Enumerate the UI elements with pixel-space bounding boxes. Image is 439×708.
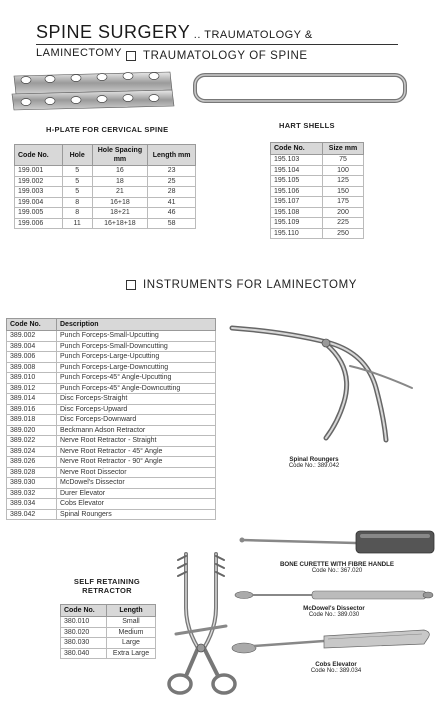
cell: 389.012 xyxy=(7,383,57,394)
column-header: Size mm xyxy=(323,143,364,155)
cell: 16 xyxy=(92,166,148,177)
checkbox-icon xyxy=(126,51,136,61)
cell: Cobs Elevator xyxy=(57,499,216,510)
cell: Extra Large xyxy=(107,648,156,659)
mcdowels-dissector-illustration xyxy=(232,586,434,604)
table-row xyxy=(7,457,216,468)
mcdowels-dissector-title: McDowel's Dissector xyxy=(303,605,365,612)
retractor-caption-line1: SELF RETAINING xyxy=(73,577,141,586)
bone-curette-caption xyxy=(270,561,404,574)
spinal-roungers-illustration xyxy=(226,318,426,448)
cell: 25 xyxy=(148,176,196,187)
cell: Small xyxy=(107,617,156,628)
cell: 389.002 xyxy=(7,331,57,342)
cell: 5 xyxy=(62,166,92,177)
cell: Disc Forceps-Downward xyxy=(57,415,216,426)
table-row xyxy=(61,627,156,638)
table-row xyxy=(7,404,216,415)
cell: 389.030 xyxy=(7,478,57,489)
table-row xyxy=(61,648,156,659)
cell: Punch Forceps-Small-Upcutting xyxy=(57,331,216,342)
table-row xyxy=(7,425,216,436)
spinal-roungers-code: Code No.: 389.042 xyxy=(288,463,340,469)
cell: 199.003 xyxy=(15,187,63,198)
table-row xyxy=(15,208,196,219)
table-row xyxy=(7,446,216,457)
cell: 380.030 xyxy=(61,638,107,649)
table-header-row xyxy=(271,143,364,155)
cell: 199.002 xyxy=(15,176,63,187)
cell: 195.104 xyxy=(271,165,323,176)
section-traumatology xyxy=(126,50,308,62)
cell: 199.006 xyxy=(15,218,63,229)
table-row xyxy=(271,197,364,208)
cobs-elevator-code: Code No.: 389.034 xyxy=(310,668,362,674)
cell: 5 xyxy=(62,187,92,198)
cell: Nerve Root Dissector xyxy=(57,467,216,478)
cell: Punch Forceps-Large-Downcutting xyxy=(57,362,216,373)
table-row xyxy=(271,176,364,187)
table-row xyxy=(15,176,196,187)
table-header-row xyxy=(7,319,216,331)
column-header: Code No. xyxy=(15,145,63,166)
cell: 23 xyxy=(148,166,196,177)
cell: 195.107 xyxy=(271,197,323,208)
hart-shell-illustration xyxy=(190,70,410,106)
instruments-table xyxy=(6,318,216,520)
cell: 389.022 xyxy=(7,436,57,447)
cell: 125 xyxy=(323,176,364,187)
cell: 389.042 xyxy=(7,509,57,520)
cell: 389.004 xyxy=(7,341,57,352)
table-row xyxy=(7,341,216,352)
cell: 58 xyxy=(148,218,196,229)
column-header: Hole xyxy=(62,145,92,166)
header-rule xyxy=(36,44,398,45)
hart-shells-table xyxy=(270,142,364,239)
table-row xyxy=(7,509,216,520)
cell: 195.106 xyxy=(271,186,323,197)
checkbox-icon xyxy=(126,280,136,290)
table-row xyxy=(7,467,216,478)
cell: Nerve Root Retractor - Straight xyxy=(57,436,216,447)
cell: Durer Elevator xyxy=(57,488,216,499)
cell: Medium xyxy=(107,627,156,638)
cell: 389.018 xyxy=(7,415,57,426)
bone-curette-illustration xyxy=(236,526,436,556)
retractor-caption-line2: RETRACTOR xyxy=(82,586,132,595)
table-row xyxy=(7,352,216,363)
cobs-elevator-caption xyxy=(296,661,376,674)
column-header: Length mm xyxy=(148,145,196,166)
cell: 11 xyxy=(62,218,92,229)
cell: 389.020 xyxy=(7,425,57,436)
table-row xyxy=(7,383,216,394)
cell: 250 xyxy=(323,228,364,239)
cobs-elevator-illustration xyxy=(228,624,436,658)
table-row xyxy=(271,186,364,197)
page-title: SPINE SURGERY xyxy=(36,22,191,42)
cell: 195.110 xyxy=(271,228,323,239)
cell: 195.105 xyxy=(271,176,323,187)
table-row xyxy=(61,617,156,628)
cell: 389.014 xyxy=(7,394,57,405)
retractor-table xyxy=(60,604,156,659)
table-row xyxy=(271,155,364,166)
cell: 225 xyxy=(323,218,364,229)
cell: McDowel's Dissector xyxy=(57,478,216,489)
bone-curette-title: BONE CURETTE WITH FIBRE HANDLE xyxy=(279,561,395,568)
cell: 195.103 xyxy=(271,155,323,166)
cell: 18+21 xyxy=(92,208,148,219)
cell: 41 xyxy=(148,197,196,208)
cobs-elevator-title: Cobs Elevator xyxy=(315,661,357,668)
h-plate-caption: H-PLATE FOR CERVICAL SPINE xyxy=(46,125,169,134)
table-row xyxy=(7,478,216,489)
table-header-row xyxy=(15,145,196,166)
cell: Nerve Root Retractor - 45° Angle xyxy=(57,446,216,457)
spinal-roungers-caption xyxy=(276,456,352,469)
cell: Punch Forceps-Small-Downcutting xyxy=(57,341,216,352)
cell: 199.004 xyxy=(15,197,63,208)
section-laminectomy-label: INSTRUMENTS FOR LAMINECTOMY xyxy=(143,279,358,291)
column-header: Length xyxy=(107,605,156,617)
cell: 100 xyxy=(323,165,364,176)
mcdowels-dissector-caption xyxy=(286,605,382,618)
table-row xyxy=(7,499,216,510)
column-header: Hole Spacing mm xyxy=(92,145,148,166)
self-retaining-retractor-illustration xyxy=(164,548,240,700)
cell: Spinal Roungers xyxy=(57,509,216,520)
page-subtitle: .. TRAUMATOLOGY & LAMINECTOMY xyxy=(36,29,313,59)
cell: 389.032 xyxy=(7,488,57,499)
hart-shells-caption: HART SHELLS xyxy=(279,121,335,130)
table-row xyxy=(7,394,216,405)
cell: 175 xyxy=(323,197,364,208)
table-row xyxy=(271,165,364,176)
cell: 18 xyxy=(92,176,148,187)
table-row xyxy=(15,187,196,198)
table-row xyxy=(15,218,196,229)
cell: Nerve Root Retractor - 90° Angle xyxy=(57,457,216,468)
cell: 389.016 xyxy=(7,404,57,415)
retractor-caption xyxy=(70,577,144,595)
cell: Punch Forceps-Large-Upcutting xyxy=(57,352,216,363)
cell: Beckmann Adson Retractor xyxy=(57,425,216,436)
bone-curette-code: Code No.: 367.020 xyxy=(311,568,363,574)
section-laminectomy xyxy=(126,279,357,291)
cell: 8 xyxy=(62,197,92,208)
table-row xyxy=(271,218,364,229)
cell: 380.040 xyxy=(61,648,107,659)
column-header: Code No. xyxy=(271,143,323,155)
cell: 199.001 xyxy=(15,166,63,177)
table-row xyxy=(15,197,196,208)
section-traumatology-label: TRAUMATOLOGY OF SPINE xyxy=(143,50,308,62)
cell: 380.010 xyxy=(61,617,107,628)
cell: 389.026 xyxy=(7,457,57,468)
h-plate-illustration xyxy=(6,66,178,114)
cell: 21 xyxy=(92,187,148,198)
h-plate-table xyxy=(14,144,196,229)
table-row xyxy=(7,436,216,447)
cell: 389.010 xyxy=(7,373,57,384)
table-row xyxy=(7,488,216,499)
cell: 389.034 xyxy=(7,499,57,510)
cell: Disc Forceps-Straight xyxy=(57,394,216,405)
cell: 150 xyxy=(323,186,364,197)
cell: 16+18 xyxy=(92,197,148,208)
table-header-row xyxy=(61,605,156,617)
spinal-roungers-title: Spinal Roungers xyxy=(289,456,339,463)
cell: 46 xyxy=(148,208,196,219)
table-row xyxy=(7,415,216,426)
cell: 389.008 xyxy=(7,362,57,373)
cell: 75 xyxy=(323,155,364,166)
cell: 200 xyxy=(323,207,364,218)
column-header: Description xyxy=(57,319,216,331)
cell: Punch Forceps-45° Angle-Downcutting xyxy=(57,383,216,394)
cell: 389.024 xyxy=(7,446,57,457)
cell: 195.108 xyxy=(271,207,323,218)
cell: 28 xyxy=(148,187,196,198)
cell: Punch Forceps-45° Angle-Upcutting xyxy=(57,373,216,384)
cell: Disc Forceps-Upward xyxy=(57,404,216,415)
cell: Large xyxy=(107,638,156,649)
cell: 16+18+18 xyxy=(92,218,148,229)
cell: 5 xyxy=(62,176,92,187)
table-row xyxy=(7,362,216,373)
column-header: Code No. xyxy=(7,319,57,331)
table-row xyxy=(271,228,364,239)
table-row xyxy=(271,207,364,218)
cell: 389.028 xyxy=(7,467,57,478)
mcdowels-dissector-code: Code No.: 389.030 xyxy=(308,612,360,618)
cell: 8 xyxy=(62,208,92,219)
cell: 389.006 xyxy=(7,352,57,363)
cell: 199.005 xyxy=(15,208,63,219)
column-header: Code No. xyxy=(61,605,107,617)
table-row xyxy=(7,373,216,384)
cell: 380.020 xyxy=(61,627,107,638)
table-row xyxy=(15,166,196,177)
table-row xyxy=(61,638,156,649)
table-row xyxy=(7,331,216,342)
cell: 195.109 xyxy=(271,218,323,229)
